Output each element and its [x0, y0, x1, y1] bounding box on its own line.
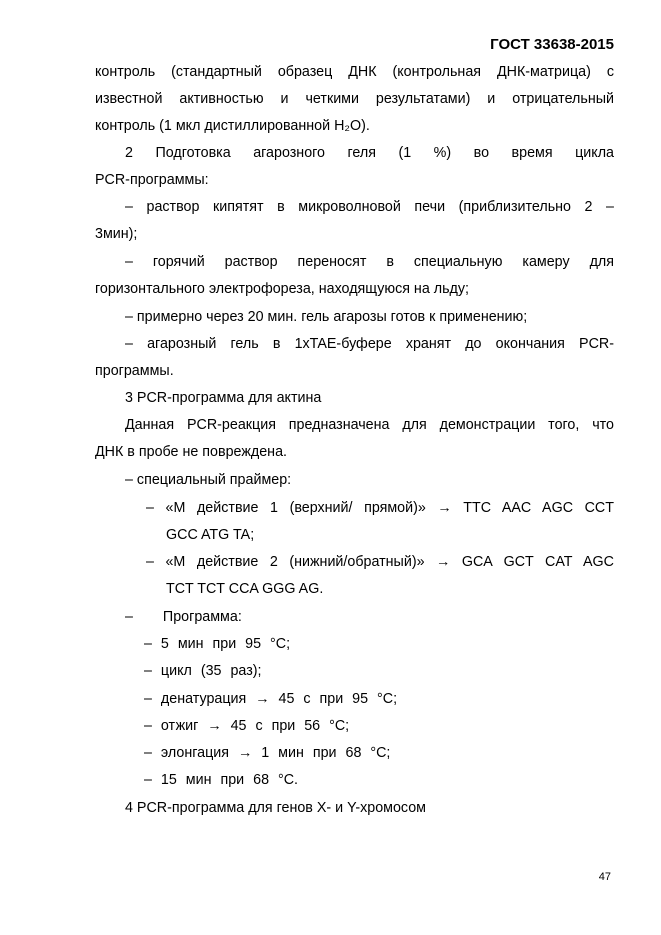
text-line: горизонтального электрофореза, находящуюся на льду; — [95, 281, 470, 297]
list-item: – Программа: — [125, 609, 242, 625]
standard-header: ГОСТ 33638-2015 — [490, 36, 614, 53]
page-number: 47 — [598, 871, 611, 883]
program-step: – 5 мин при 95 °C; — [144, 636, 291, 652]
program-step: – элонгация → 1 мин при 68 °C; — [144, 745, 391, 761]
program-step: – отжиг → 45 с при 56 °C; — [144, 718, 350, 734]
primer-item: – «M действие 2 (нижний/обратный)» → GCA GCT CAT AGC — [146, 554, 614, 570]
text-line: программы. — [95, 363, 174, 379]
section-heading: 2 Подготовка агарозного геля (1 %) во время цикла — [125, 145, 614, 161]
list-item: – специальный праймер: — [125, 472, 292, 488]
section-heading: 4 PCR-программа для генов X- и Y-хромосом — [125, 800, 427, 816]
text-line: известной активностью и четкими результатами) и отрицательный — [95, 91, 614, 107]
list-item: – раствор кипятят в микроволновой печи (приблизительно 2 – — [125, 199, 614, 215]
list-item: – горячий раствор переносят в специальную камеру для — [125, 254, 614, 270]
text-line: контроль (стандартный образец ДНК (контрольная ДНК-матрица) с — [95, 64, 614, 80]
section-heading: 3 PCR-программа для актина — [125, 390, 322, 406]
text-line: PCR-программы: — [95, 172, 209, 188]
text-line: 3мин); — [95, 226, 138, 242]
list-item: – агарозный гель в 1xTAE-буфере хранят до окончания PCR- — [125, 336, 614, 352]
text-line: Данная PCR-реакция предназначена для демонстрации того, что — [125, 417, 614, 433]
primer-item: – «M действие 1 (верхний/ прямой)» → TTC AAC AGC CCT — [146, 500, 614, 516]
program-step: – денатурация → 45 с при 95 °C; — [144, 691, 398, 707]
primer-sequence: TCT TCT CCA GGG AG. — [166, 581, 324, 597]
program-step: – цикл (35 раз); — [144, 663, 262, 679]
text-line: контроль (1 мкл дистиллированной H₂O). — [95, 118, 370, 134]
primer-sequence: GCC ATG TA; — [166, 527, 255, 543]
list-item: – примерно через 20 мин. гель агарозы готов к применению; — [125, 309, 528, 325]
text-line: ДНК в пробе не повреждена. — [95, 444, 287, 460]
program-step: – 15 мин при 68 °C. — [144, 772, 299, 788]
